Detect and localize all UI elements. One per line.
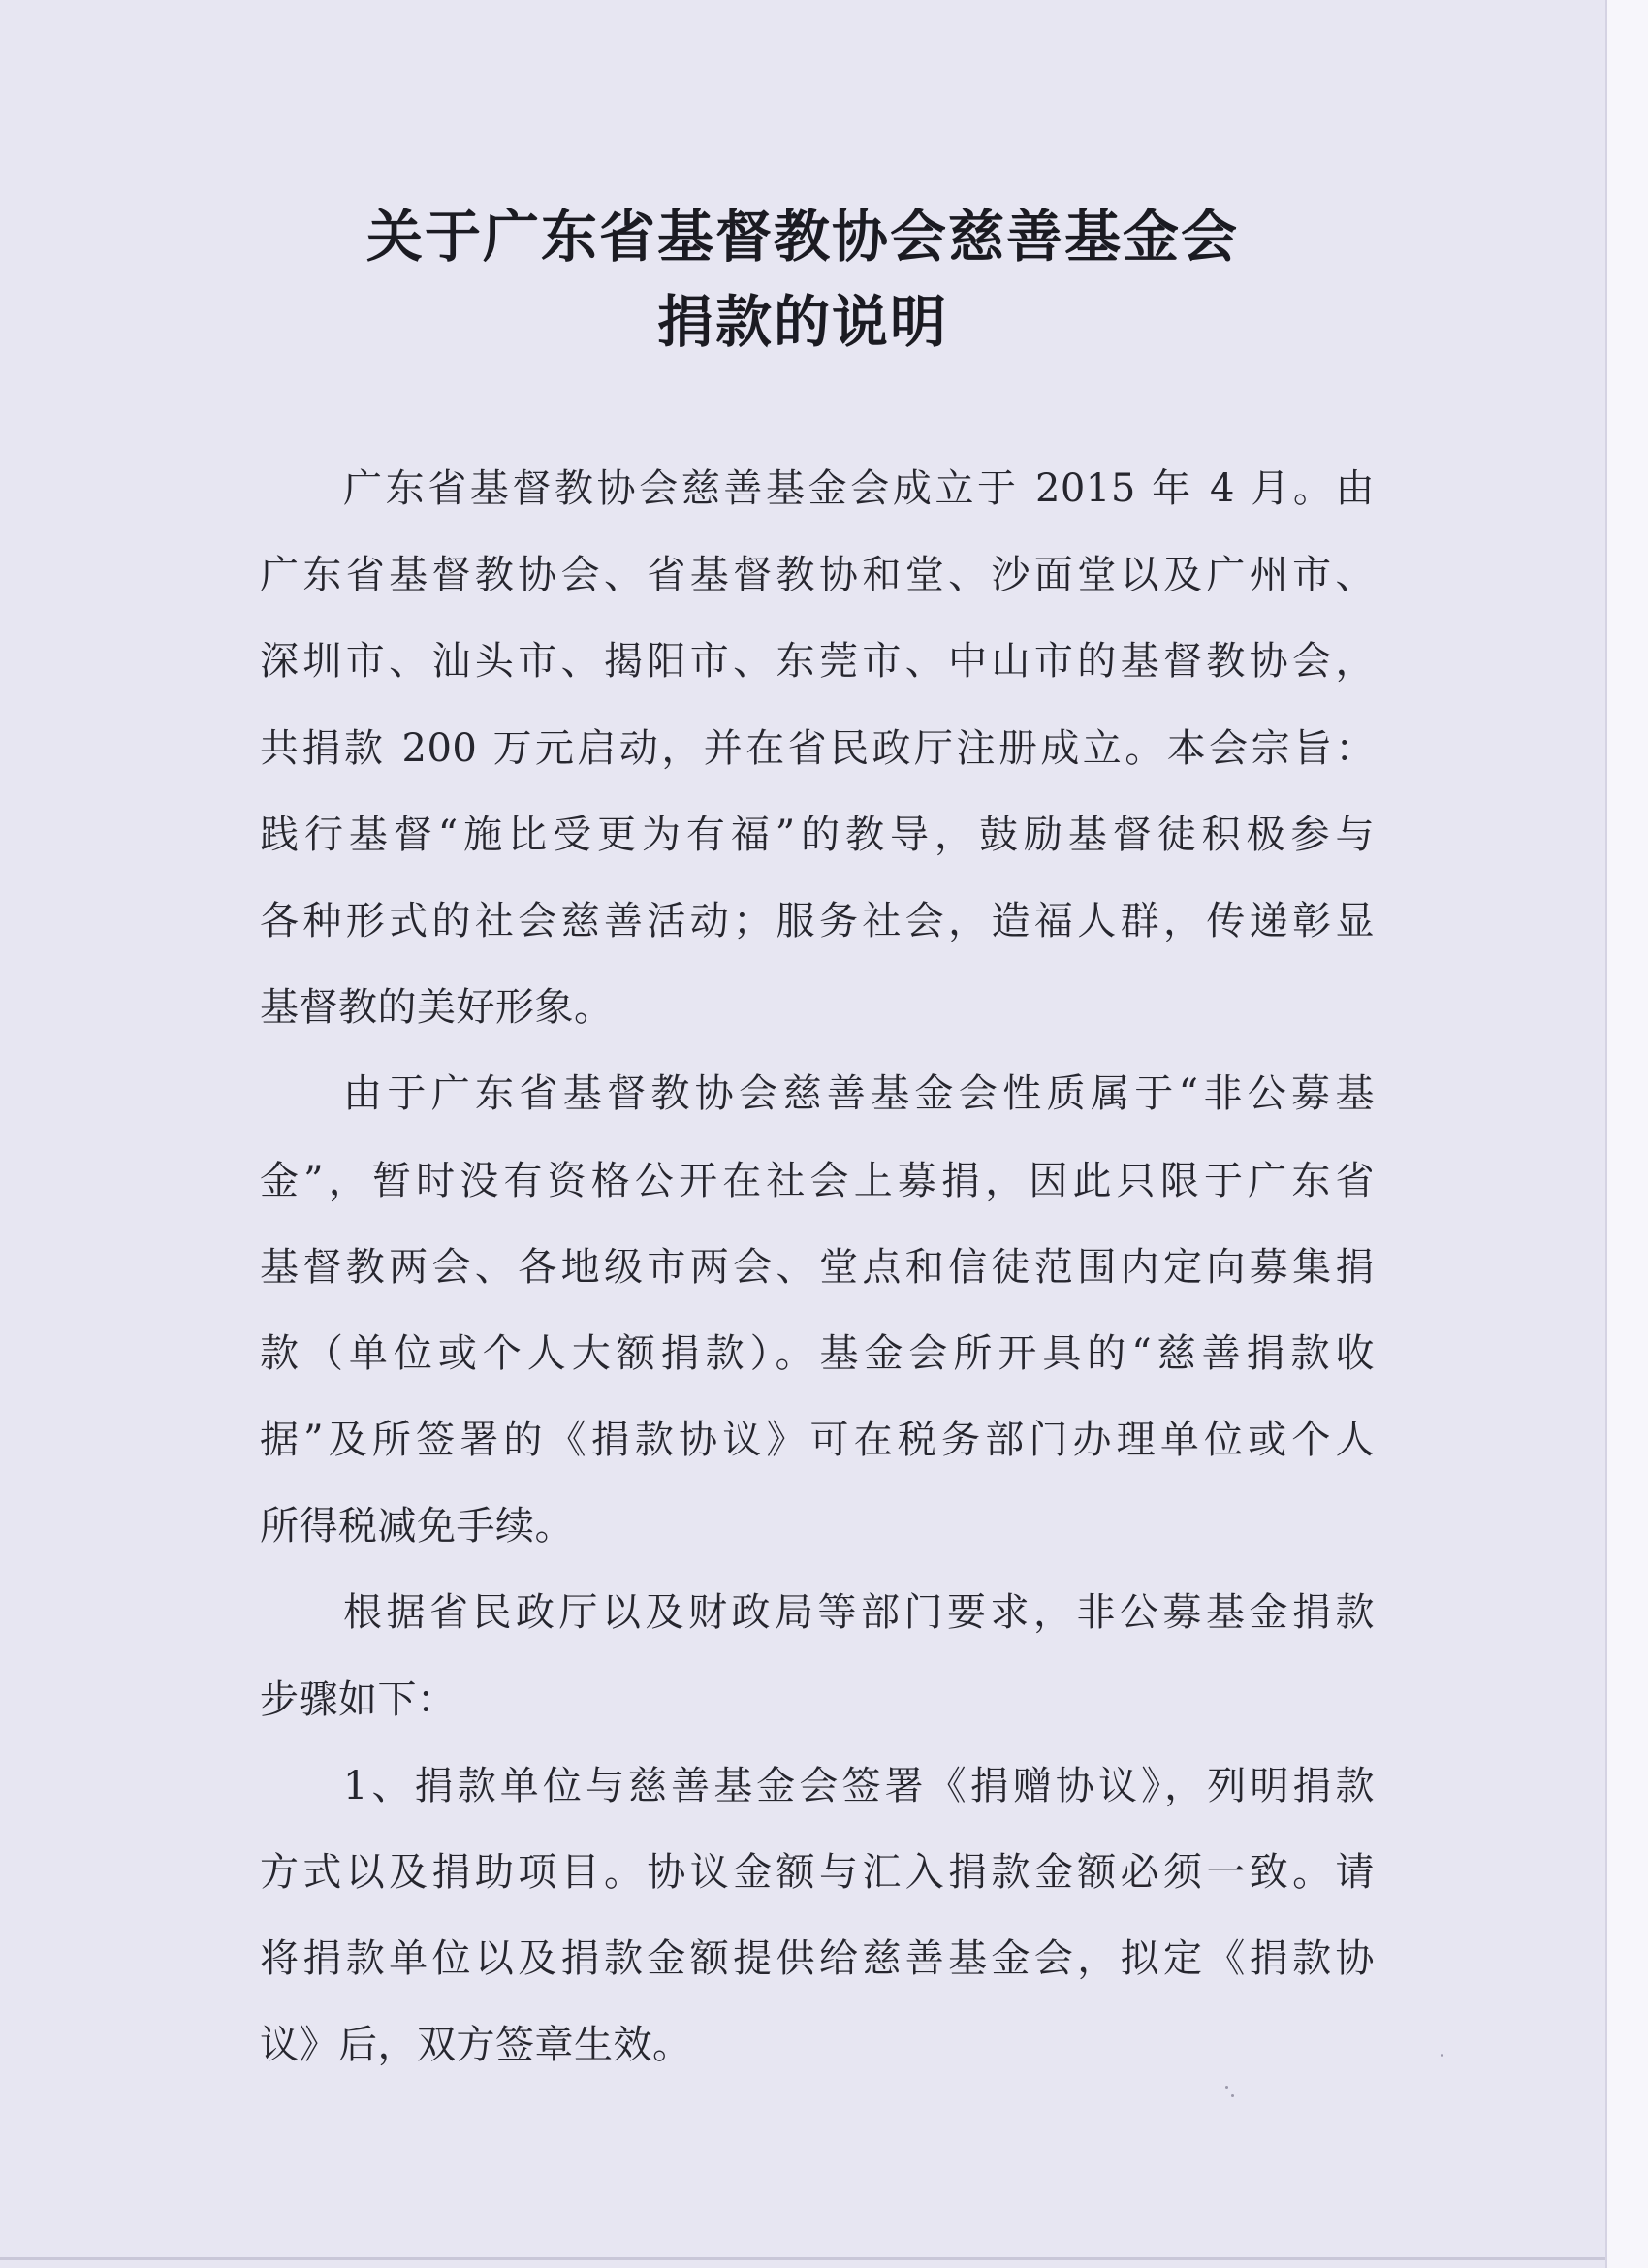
paragraph-line: 各种形式的社会慈善活动；服务社会，造福人群，传递彰显 bbox=[260, 898, 1375, 943]
paragraph-line: 深圳市、汕头市、揭阳市、东莞市、中山市的基督教协会， bbox=[260, 639, 1375, 685]
scan-speck bbox=[1225, 2086, 1228, 2089]
paragraph-line: 基督教两会、各地级市两会、堂点和信徒范围内定向募集捐 bbox=[260, 1244, 1375, 1290]
paragraph-line: 将捐款单位以及捐款金额提供给慈善基金会，拟定《捐款协 bbox=[260, 1936, 1375, 1982]
paragraph-line: 基督教的美好形象。 bbox=[260, 985, 614, 1031]
paragraph-line: 步骤如下： bbox=[260, 1677, 457, 1722]
paragraph-1 bbox=[260, 446, 1375, 1051]
paragraph-line: 款（单位或个人大额捐款）。基金会所开具的“慈善捐款收 bbox=[260, 1330, 1375, 1376]
title-line-2: 捐款的说明 bbox=[656, 289, 948, 355]
paragraph-line: 所得税减免手续。 bbox=[260, 1504, 574, 1549]
paragraph-line: 共捐款 200 万元启动，并在省民政厅注册成立。本会宗旨： bbox=[260, 725, 1375, 771]
paragraph-4 bbox=[260, 1743, 1375, 2090]
paragraph-2 bbox=[260, 1051, 1375, 1570]
paragraph-line: 践行基督“施比受更为有福”的教导，鼓励基督徒积极参与 bbox=[260, 812, 1375, 857]
paragraph-line: 由于广东省基督教协会慈善基金会性质属于“非公募基 bbox=[343, 1071, 1375, 1117]
paragraph-line: 广东省基督教协会、省基督教协和堂、沙面堂以及广州市、 bbox=[260, 553, 1375, 598]
document-body bbox=[260, 446, 1375, 2090]
paragraph-line: 金”，暂时没有资格公开在社会上募捐，因此只限于广东省 bbox=[260, 1158, 1375, 1203]
paragraph-line: 根据省民政厅以及财政局等部门要求，非公募基金捐款 bbox=[343, 1590, 1375, 1636]
paragraph-line: 1、捐款单位与慈善基金会签署《捐赠协议》，列明捐款 bbox=[343, 1763, 1375, 1808]
paragraph-line: 方式以及捐助项目。协议金额与汇入捐款金额必须一致。请 bbox=[260, 1850, 1375, 1895]
paper-edge bbox=[1605, 0, 1648, 2268]
scan-speck bbox=[1441, 2054, 1443, 2057]
document-title bbox=[0, 194, 1605, 365]
paragraph-line: 据”及所签署的《捐款协议》可在税务部门办理单位或个人 bbox=[260, 1418, 1375, 1463]
paragraph-3 bbox=[260, 1570, 1375, 1742]
paragraph-line: 议》后，双方签章生效。 bbox=[260, 2023, 692, 2068]
paragraph-line: 广东省基督教协会慈善基金会成立于 2015 年 4 月。由 bbox=[343, 466, 1375, 511]
title-line-1: 关于广东省基督教协会慈善基金会 bbox=[365, 204, 1239, 270]
scan-bottom-line bbox=[0, 2257, 1605, 2260]
scan-speck bbox=[1231, 2094, 1234, 2097]
